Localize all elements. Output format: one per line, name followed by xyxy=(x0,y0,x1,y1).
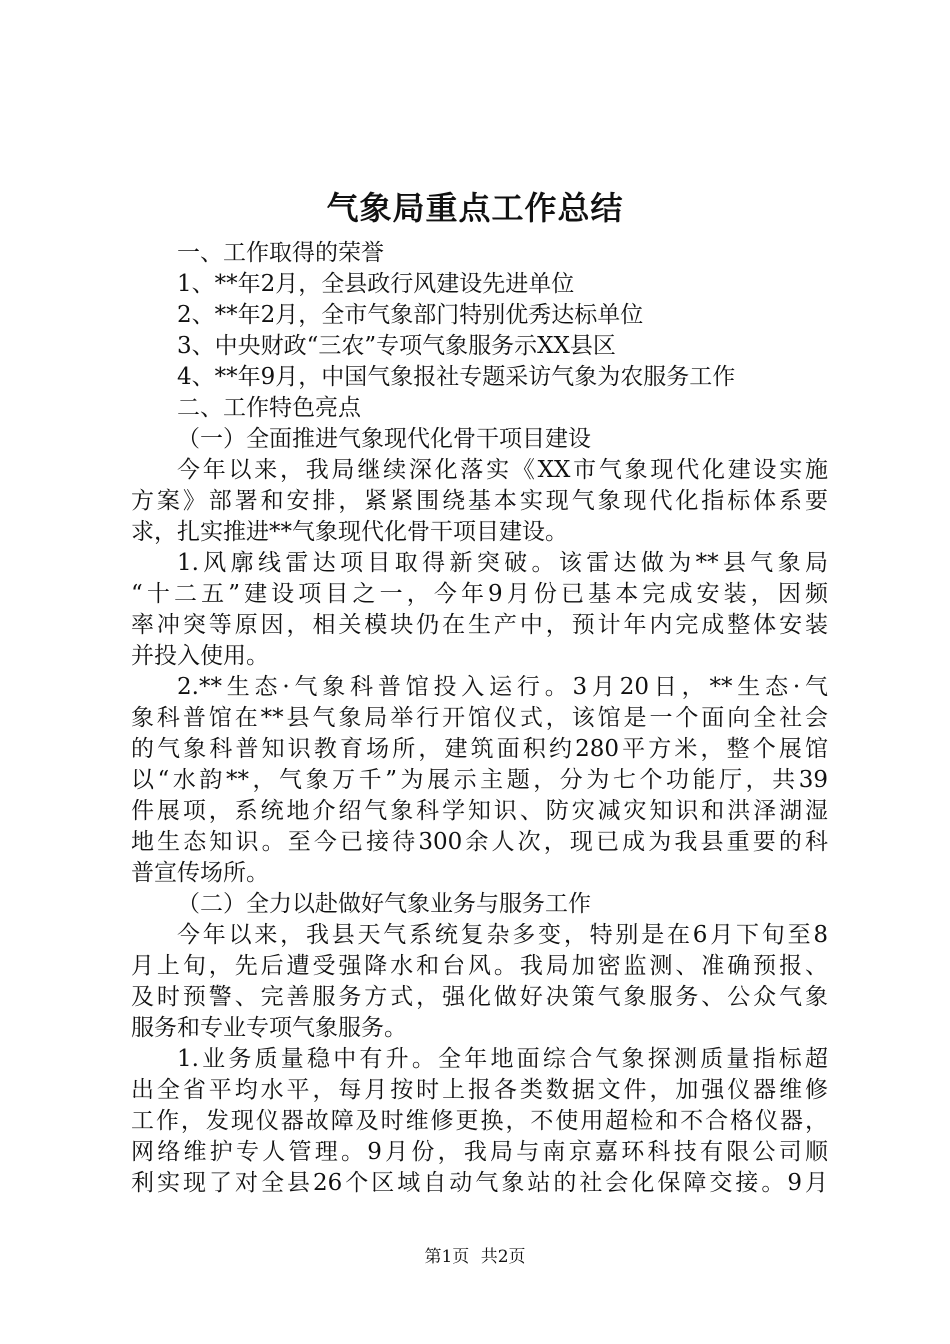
paragraph-line: 1.风廓线雷达项目取得新突破。该雷达做为**县气象局 xyxy=(177,550,828,576)
page-footer xyxy=(0,1246,950,1268)
list-item: 3、中央财政“三农”专项气象服务示XX县区 xyxy=(177,333,616,359)
paragraph-line: 率冲突等原因，相关模块仍在生产中，预计年内完成整体安装 xyxy=(131,612,828,638)
document-title: 气象局重点工作总结 xyxy=(326,189,624,227)
list-item: 4、**年9月，中国气象报社专题采访气象为农服务工作 xyxy=(177,364,736,390)
paragraph-line: 方案》部署和安排，紧紧围绕基本实现气象现代化指标体系要 xyxy=(131,488,828,514)
paragraph-line: 求，扎实推进**气象现代化骨干项目建设。 xyxy=(131,519,568,545)
page-number-total: 共2页 xyxy=(480,1247,526,1267)
paragraph-line: 利实现了对全县26个区域自动气象站的社会化保障交接。9月 xyxy=(131,1170,828,1196)
paragraph-line: 的气象科普知识教育场所，建筑面积约280平方米，整个展馆 xyxy=(131,736,828,762)
paragraph-line: “十二五”建设项目之一，今年9月份已基本完成安装，因频 xyxy=(131,581,828,607)
page-number-current: 第1页 xyxy=(424,1247,470,1267)
list-item: 1、**年2月，全县政行风建设先进单位 xyxy=(177,271,575,297)
paragraph-line: 地生态知识。至今已接待300余人次，现已成为我县重要的科 xyxy=(131,829,828,855)
heading-honors: 一、工作取得的荣誉 xyxy=(177,240,384,266)
paragraph-line: 服务和专业专项气象服务。 xyxy=(131,1015,407,1041)
paragraph-line: 2.**生态·气象科普馆投入运行。3月20日，**生态·气 xyxy=(177,674,828,700)
paragraph-line: 今年以来，我局继续深化落实《XX市气象现代化建设实施 xyxy=(177,457,828,483)
paragraph-line: 及时预警、完善服务方式，强化做好决策气象服务、公众气象 xyxy=(131,984,828,1010)
paragraph-line: 出全省平均水平，每月按时上报各类数据文件，加强仪器维修 xyxy=(131,1077,828,1103)
paragraph-line: 1.业务质量稳中有升。全年地面综合气象探测质量指标超 xyxy=(177,1046,828,1072)
subheading: （二）全力以赴做好气象业务与服务工作 xyxy=(177,891,591,917)
paragraph-line: 工作，发现仪器故障及时维修更换，不使用超检和不合格仪器， xyxy=(131,1108,828,1134)
paragraph-line: 象科普馆在**县气象局举行开馆仪式，该馆是一个面向全社会 xyxy=(131,705,828,731)
subheading: （一）全面推进气象现代化骨干项目建设 xyxy=(177,426,591,452)
paragraph-line: 普宣传场所。 xyxy=(131,860,269,886)
paragraph-line: 件展项，系统地介绍气象科学知识、防灾减灾知识和洪泽湖湿 xyxy=(131,798,828,824)
paragraph-line: 今年以来，我县天气系统复杂多变，特别是在6月下旬至8 xyxy=(177,922,828,948)
paragraph-line: 并投入使用。 xyxy=(131,643,269,669)
paragraph-line: 网络维护专人管理。9月份，我局与南京嘉环科技有限公司顺 xyxy=(131,1139,828,1165)
heading-highlights: 二、工作特色亮点 xyxy=(177,395,361,421)
paragraph-line: 以“水韵**，气象万千”为展示主题，分为七个功能厅，共39 xyxy=(131,767,828,793)
paragraph-line: 月上旬，先后遭受强降水和台风。我局加密监测、准确预报、 xyxy=(131,953,828,979)
list-item: 2、**年2月，全市气象部门特别优秀达标单位 xyxy=(177,302,644,328)
